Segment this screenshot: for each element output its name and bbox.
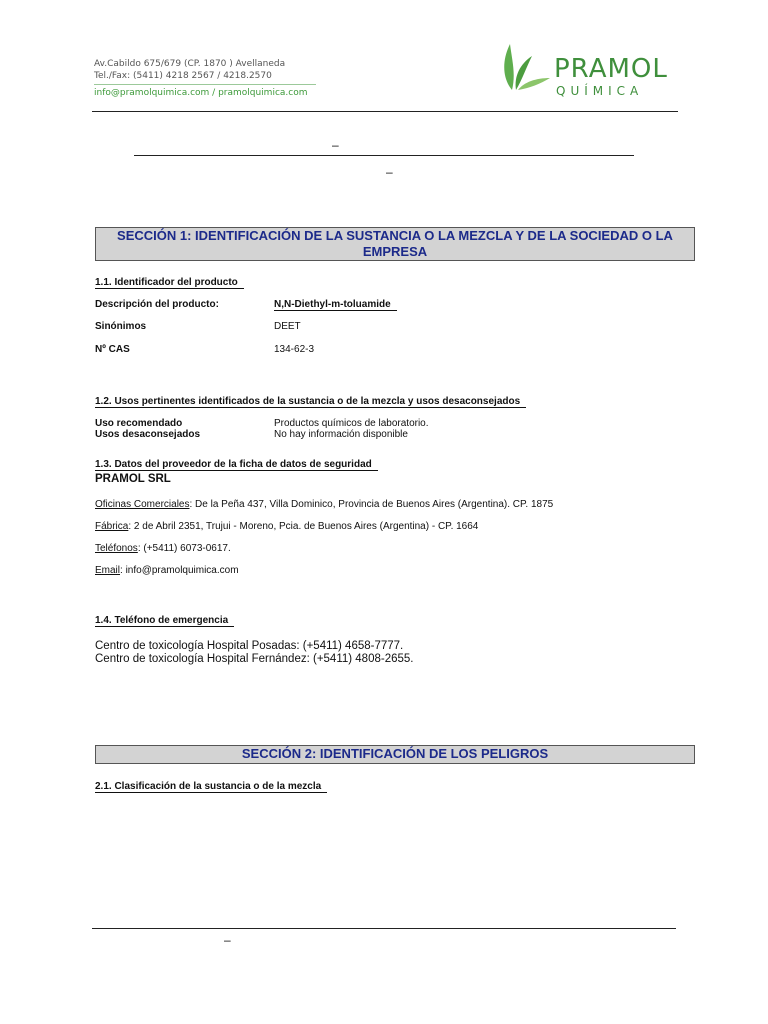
factory-value: : 2 de Abril 2351, Trujui - Moreno, Pcia. de Buenos Aires (Argentina) - CP. 1664 bbox=[128, 521, 479, 532]
logo-wordmark: PRAMOL bbox=[554, 54, 668, 84]
company-contact[interactable]: info@pramolquimica.com / pramolquimica.com bbox=[94, 88, 308, 98]
section-1-title-line-1: SECCIÓN 1: IDENTIFICACIÓN DE LA SUSTANCIA O LA MEZCLA Y DE LA SOCIEDAD O LA bbox=[117, 228, 673, 243]
product-description-label: Descripción del producto: bbox=[95, 299, 219, 310]
discouraged-use-label: Usos desaconsejados bbox=[95, 429, 201, 440]
offices-label: Oficinas Comerciales bbox=[95, 499, 190, 510]
section-2-heading: SECCIÓN 2: IDENTIFICACIÓN DE LOS PELIGROS bbox=[95, 745, 695, 764]
subsection-1-4-title: 1.4. Teléfono de emergencia bbox=[95, 615, 234, 626]
leaf-logo-icon bbox=[498, 42, 554, 92]
synonyms-label: Sinónimos bbox=[95, 321, 147, 332]
recommended-use-label: Uso recomendado bbox=[95, 418, 183, 429]
cas-value: 134-62-3 bbox=[274, 344, 315, 355]
address-line-2: Tel./Fax: (5411) 4218 2567 / 4218.2570 bbox=[94, 71, 272, 81]
footer-dash: – bbox=[224, 933, 231, 947]
recommended-use-value: Productos químicos de laboratorio. bbox=[274, 418, 429, 429]
factory-label: Fábrica bbox=[95, 521, 129, 532]
discouraged-use-value: No hay información disponible bbox=[274, 429, 408, 440]
subsection-1-2-title: 1.2. Usos pertinentes identificados de la sustancia o de la mezcla y usos desaconsejados bbox=[95, 396, 526, 407]
title-rule bbox=[134, 155, 634, 156]
header-rule bbox=[92, 111, 678, 112]
offices-line bbox=[95, 499, 553, 510]
header-divider bbox=[94, 84, 316, 85]
cas-label: Nº CAS bbox=[95, 344, 130, 355]
section-1-title-line-2: EMPRESA bbox=[362, 244, 428, 259]
phones-label: Teléfonos bbox=[95, 543, 138, 554]
footer-rule bbox=[92, 928, 676, 929]
subsection-1-1-title: 1.1. Identificador del producto bbox=[95, 277, 244, 288]
subsection-2-1-title: 2.1. Clasificación de la sustancia o de la mezcla bbox=[95, 781, 327, 792]
subsection-1-3-title: 1.3. Datos del proveedor de la ficha de datos de seguridad bbox=[95, 459, 378, 470]
synonyms-value: DEET bbox=[274, 321, 301, 332]
phones-value: : (+5411) 6073-0617. bbox=[137, 543, 231, 554]
emergency-fernandez: Centro de toxicología Hospital Fernández: (+5411) 4808-2655. bbox=[95, 653, 414, 665]
email-value[interactable]: : info@pramolquimica.com bbox=[120, 565, 239, 576]
emergency-posadas: Centro de toxicología Hospital Posadas: (+5411) 4658-7777. bbox=[95, 640, 404, 652]
logo-subtitle: QUÍMICA bbox=[556, 84, 644, 98]
subtitle-dash: – bbox=[386, 165, 393, 179]
section-1-heading bbox=[95, 227, 695, 261]
phones-line bbox=[95, 543, 231, 554]
company-name: PRAMOL SRL bbox=[95, 473, 171, 485]
title-dash: – bbox=[332, 138, 339, 152]
company-address bbox=[94, 58, 285, 82]
factory-line bbox=[95, 521, 478, 532]
offices-value: : De la Peña 437, Villa Dominico, Provincia de Buenos Aires (Argentina). CP. 1875 bbox=[189, 499, 554, 510]
email-label: Email bbox=[95, 565, 121, 576]
email-line bbox=[95, 565, 239, 576]
address-line-1: Av.Cabildo 675/679 (CP. 1870 ) Avellaneda bbox=[94, 59, 286, 69]
product-description-value: N,N-Diethyl-m-toluamide bbox=[274, 299, 397, 310]
